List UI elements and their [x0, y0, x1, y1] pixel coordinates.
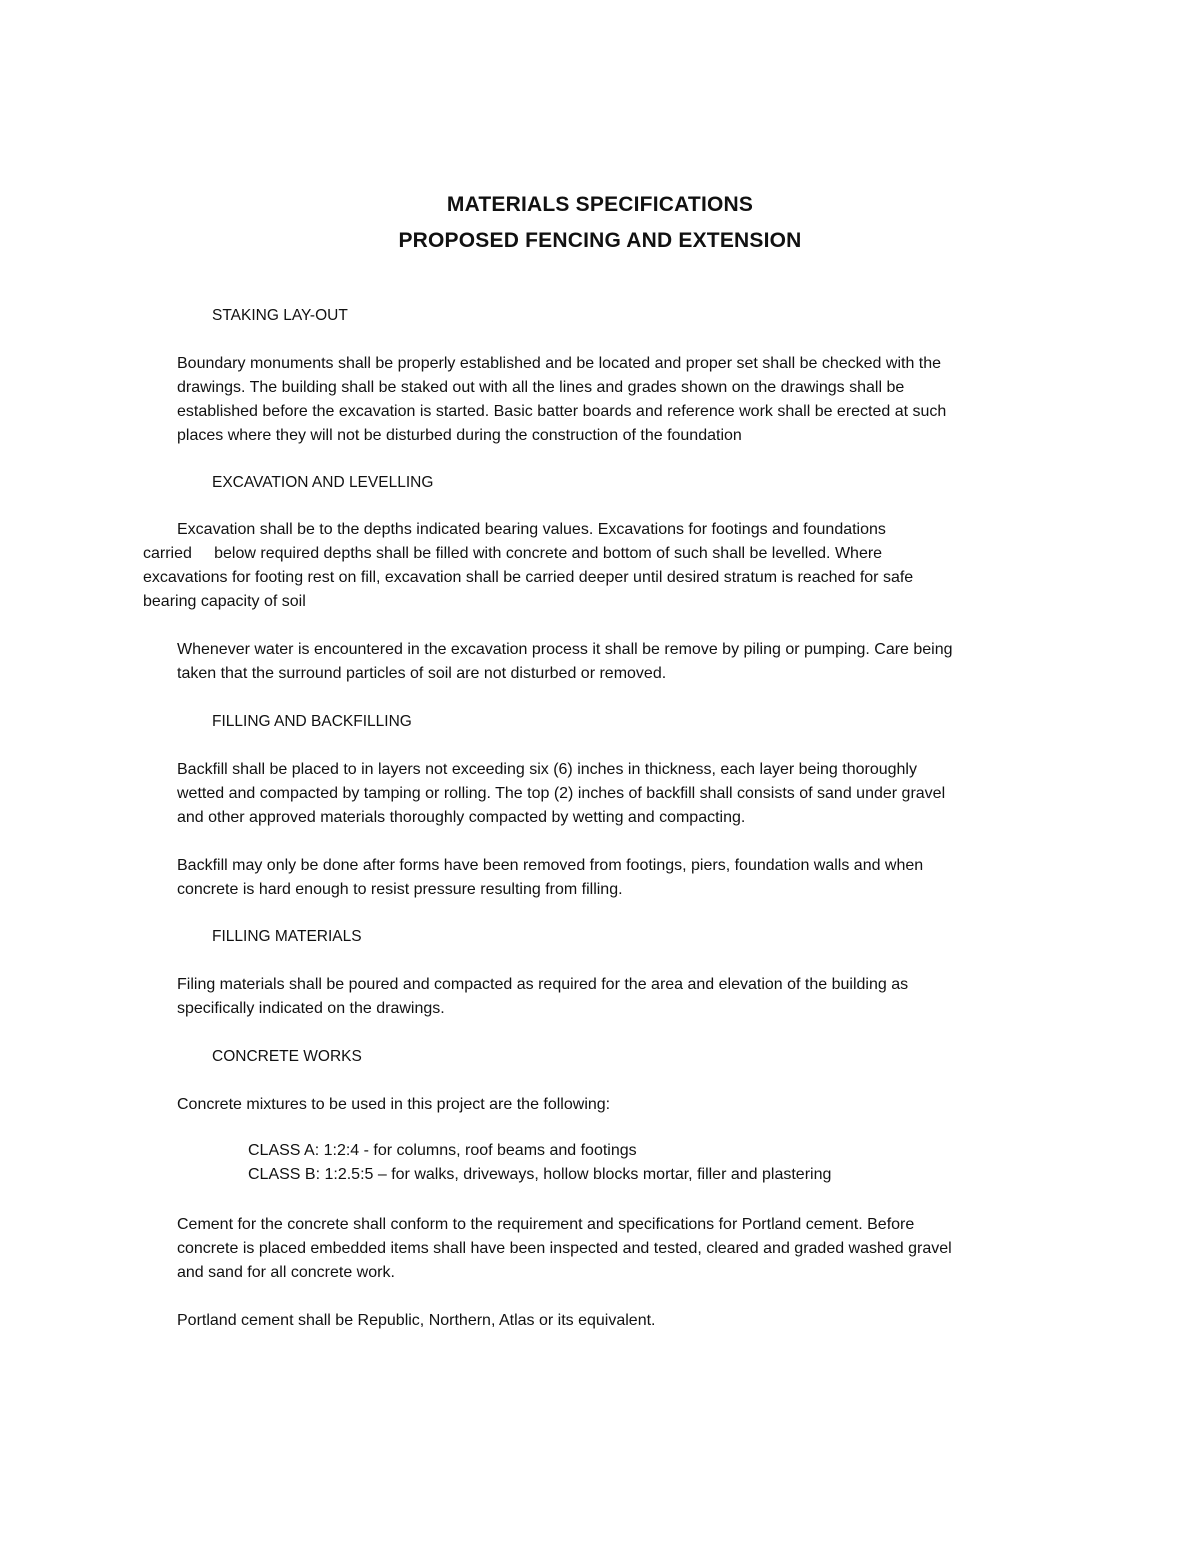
- text-line: established before the excavation is started. Basic batter boards and reference work shall be erected at such: [177, 403, 947, 420]
- excavation-paragraph-1: [143, 518, 913, 614]
- excavation-paragraph-2: [177, 638, 953, 686]
- text-line: Portland cement shall be Republic, Northern, Atlas or its equivalent.: [177, 1312, 656, 1329]
- staking-paragraph: [177, 352, 946, 448]
- text-line: and sand for all concrete work.: [177, 1264, 395, 1281]
- text-line: Backfill may only be done after forms have been removed from footings, piers, foundation walls and when: [177, 857, 924, 874]
- portland-paragraph: [177, 1309, 655, 1333]
- section-heading-filling-materials: FILLING MATERIALS: [212, 928, 362, 945]
- concrete-class-b: CLASS B: 1:2.5:5 – for walks, driveways, hollow blocks mortar, filler and plastering: [248, 1166, 832, 1183]
- text-line: drawings. The building shall be staked out with all the lines and grades shown on the drawings shall be: [177, 379, 905, 396]
- text-line: bearing capacity of soil: [143, 593, 306, 610]
- cement-paragraph: [177, 1213, 952, 1285]
- section-heading-staking: STAKING LAY-OUT: [212, 307, 348, 324]
- concrete-class-a: CLASS A: 1:2:4 - for columns, roof beams and footings: [248, 1142, 637, 1159]
- section-heading-concrete: CONCRETE WORKS: [212, 1048, 362, 1065]
- text-line: taken that the surround particles of soil are not disturbed or removed.: [177, 665, 667, 682]
- text-line: Filing materials shall be poured and compacted as required for the area and elevation of the building as: [177, 976, 909, 993]
- filling-materials-paragraph: [177, 973, 908, 1021]
- text-line: Excavation shall be to the depths indicated bearing values. Excavations for footings and foundations: [177, 521, 886, 538]
- text-line: wetted and compacted by tamping or rolling. The top (2) inches of backfill shall consists of sand under gravel: [177, 785, 946, 802]
- text-line: Backfill shall be placed to in layers not exceeding six (6) inches in thickness, each layer being thoroughly: [177, 761, 917, 778]
- text-line: Concrete mixtures to be used in this project are the following:: [177, 1096, 611, 1113]
- text-line: Cement for the concrete shall conform to the requirement and specifications for Portland cement. Before: [177, 1216, 915, 1233]
- text-line: and other approved materials thoroughly compacted by wetting and compacting.: [177, 809, 746, 826]
- section-heading-excavation: EXCAVATION AND LEVELLING: [212, 474, 434, 491]
- document-subtitle: PROPOSED FENCING AND EXTENSION: [398, 229, 802, 252]
- text-line: Boundary monuments shall be properly established and be located and proper set shall be checked with the: [177, 355, 942, 372]
- section-heading-backfilling: FILLING AND BACKFILLING: [212, 713, 412, 730]
- text-line: Whenever water is encountered in the excavation process it shall be remove by piling or pumping. Care being: [177, 641, 953, 658]
- text-line: concrete is hard enough to resist pressure resulting from filling.: [177, 881, 623, 898]
- backfilling-paragraph-1: [177, 758, 945, 830]
- text-line: excavations for footing rest on fill, excavation shall be carried deeper until desired stratum is reached for safe: [143, 569, 914, 586]
- text-line: places where they will not be disturbed during the construction of the foundation: [177, 427, 742, 444]
- backfilling-paragraph-2: [177, 854, 923, 902]
- text-line: specifically indicated on the drawings.: [177, 1000, 445, 1017]
- text-line: concrete is placed embedded items shall have been inspected and tested, cleared and graded washed gravel: [177, 1240, 952, 1257]
- document-title: MATERIALS SPECIFICATIONS: [446, 193, 754, 216]
- text-line: carried below required depths shall be filled with concrete and bottom of such shall be levelled. Where: [143, 545, 883, 562]
- concrete-intro: [177, 1093, 610, 1117]
